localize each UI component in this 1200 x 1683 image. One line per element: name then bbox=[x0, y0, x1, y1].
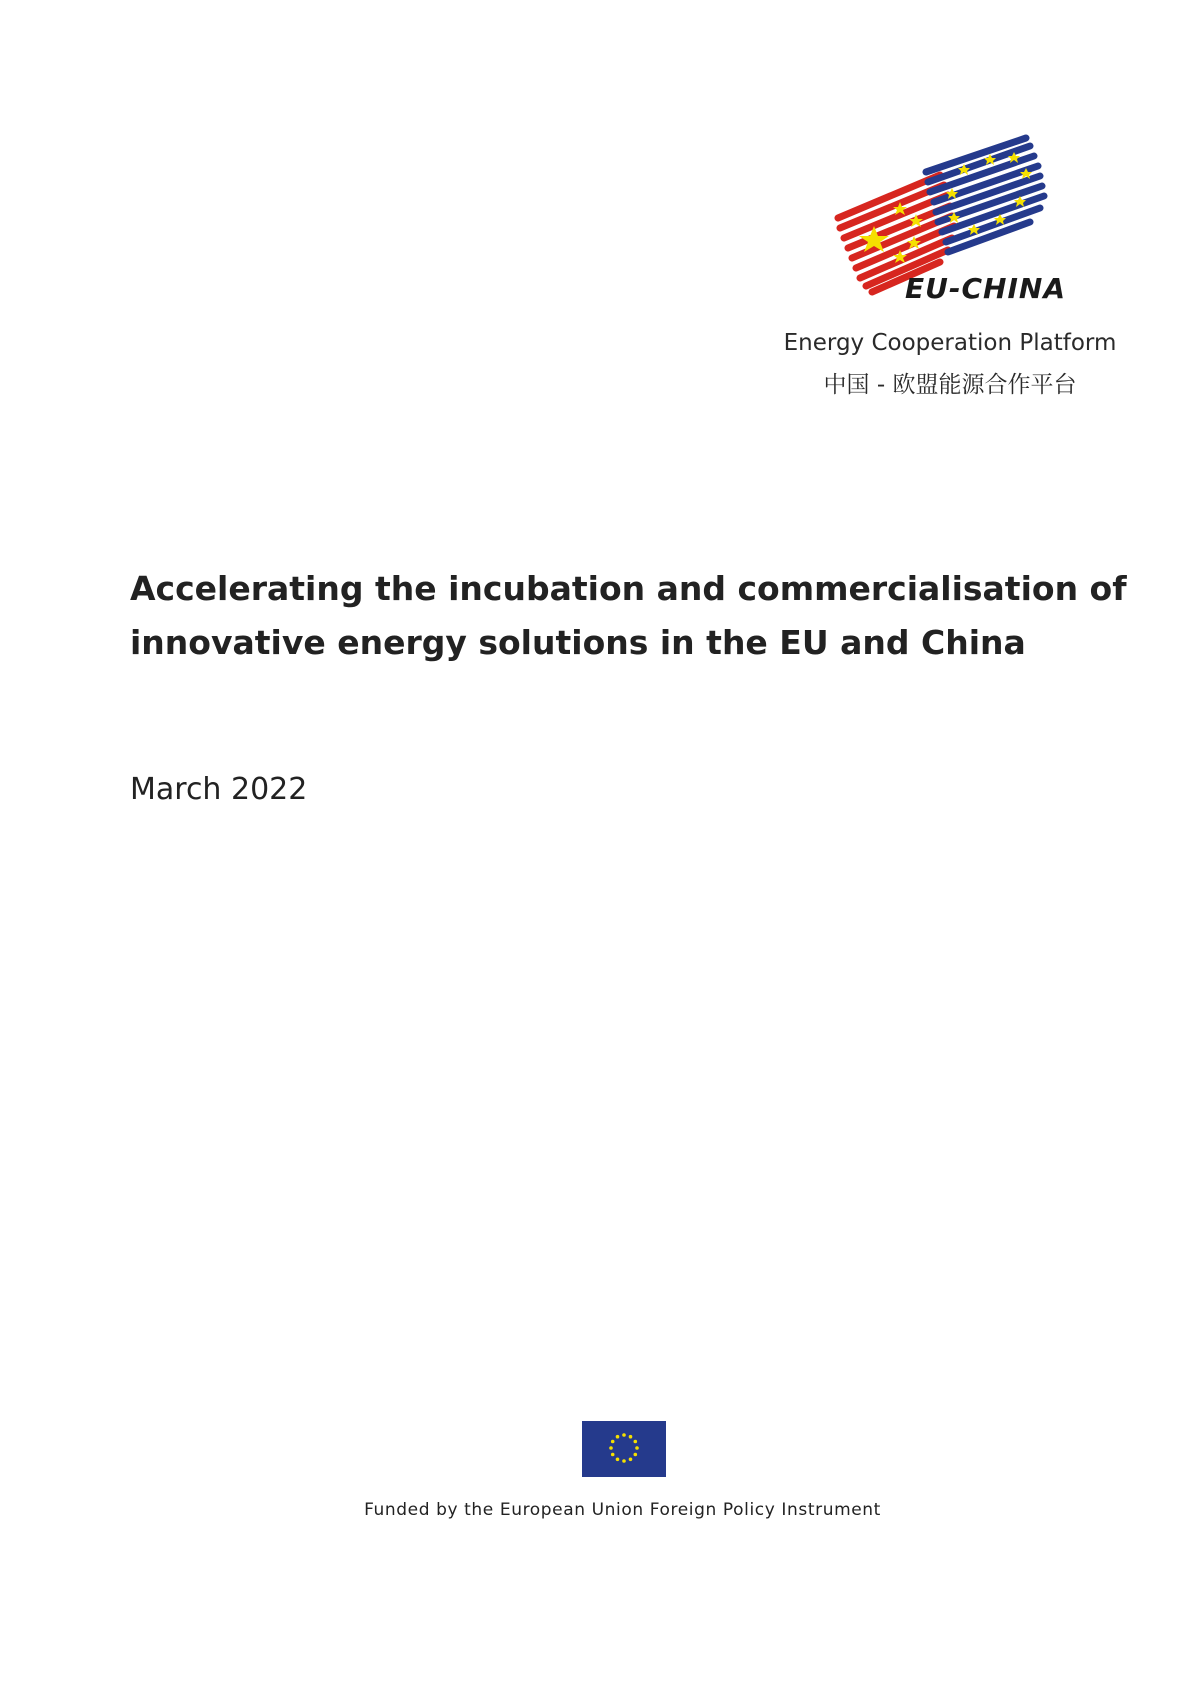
document-title: Accelerating the incubation and commercialisation of innovative energy solutions in the EU and China bbox=[130, 569, 1127, 662]
funding-note: Funded by the European Union Foreign Policy Instrument bbox=[364, 1500, 881, 1520]
eu-flag-icon bbox=[582, 1421, 666, 1477]
document-date: March 2022 bbox=[130, 772, 308, 807]
platform-name-english: Energy Cooperation Platform bbox=[783, 330, 1117, 356]
eu-china-logo bbox=[770, 120, 1130, 410]
platform-name-chinese: 中国 - 欧盟能源合作平台 bbox=[823, 372, 1077, 398]
eu-china-wordmark: EU-CHINA bbox=[905, 272, 1066, 305]
